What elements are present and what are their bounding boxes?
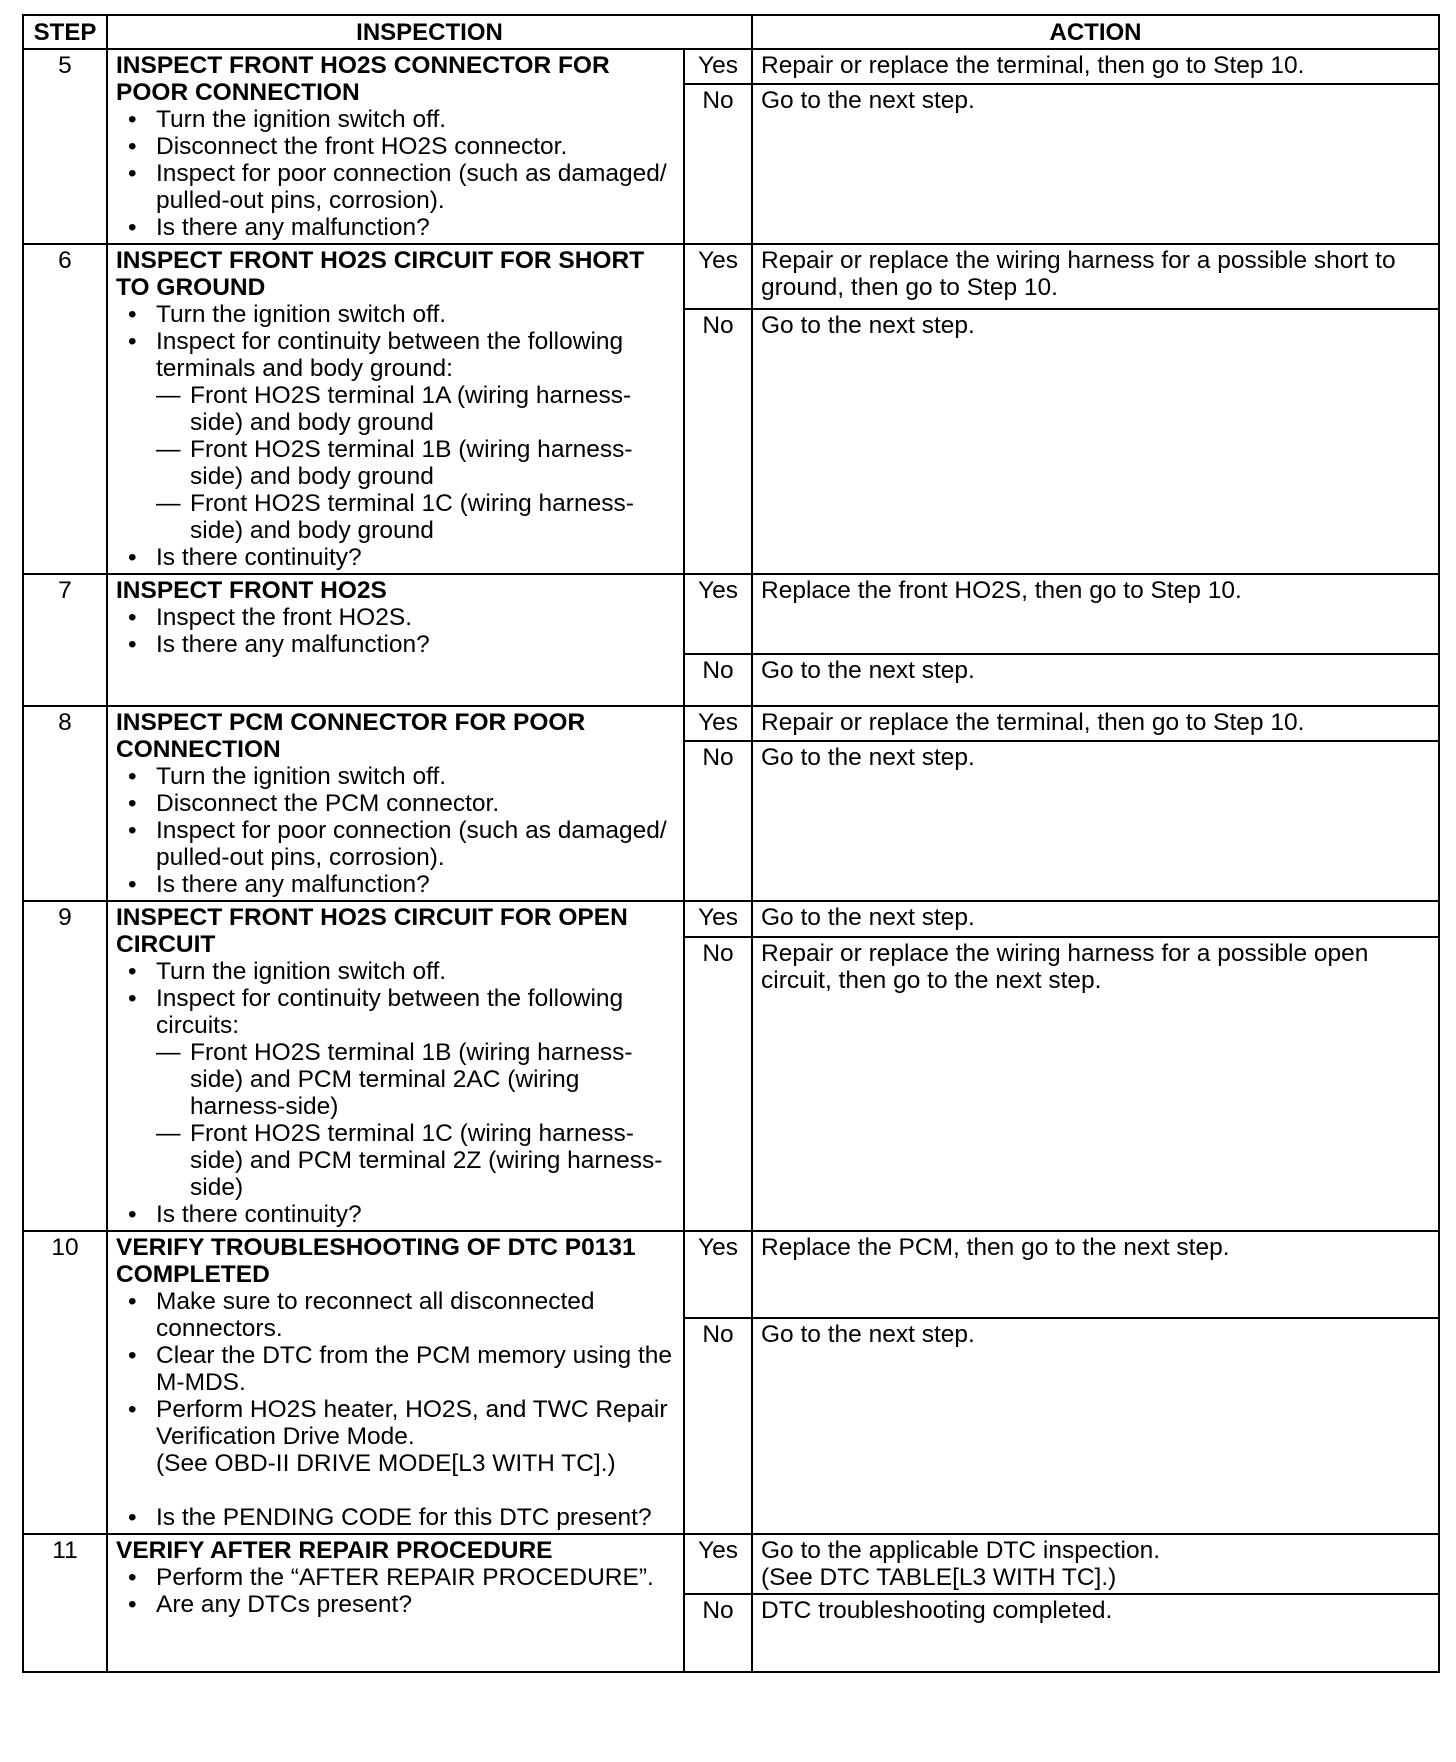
table-row [23, 1534, 1439, 1594]
yes-action-text: Repair or replace the terminal, then go to Step 10. [761, 709, 1305, 736]
header-step: STEP [23, 15, 107, 49]
inspection-list [116, 604, 677, 658]
yes-action [752, 901, 1439, 937]
yes-label: Yes [684, 1534, 752, 1594]
inspection-cell [107, 1534, 684, 1672]
table-row [23, 574, 1439, 654]
troubleshooting-document [22, 14, 1438, 1673]
list-item-text: Clear the DTC from the PCM memory using the M-MDS. [156, 1342, 673, 1396]
list-item [116, 133, 677, 160]
sub-list-item: — Front HO2S terminal 1A (wiring harness-side) and body ground [156, 382, 677, 436]
inspection-cell [107, 706, 684, 901]
no-action: Go to the next step. [752, 84, 1439, 244]
list-item [116, 985, 677, 1201]
yes-action [752, 706, 1439, 741]
yes-label: Yes [684, 901, 752, 937]
inspection-list [116, 958, 677, 1228]
no-label: No [684, 937, 752, 1231]
yes-action [752, 1534, 1439, 1594]
inspection-cell [107, 1231, 684, 1534]
table-body [23, 49, 1439, 1672]
yes-action-text: Go to the next step. [761, 904, 975, 931]
sub-list-item: — Front HO2S terminal 1B (wiring harness-side) and PCM terminal 2AC (wiring harness-side) [156, 1039, 677, 1120]
list-item [116, 1504, 677, 1531]
header-inspection: INSPECTION [107, 15, 752, 49]
list-item-text: Is there any malfunction? [156, 871, 430, 898]
table-row [23, 244, 1439, 309]
list-item-text: Are any DTCs present? [156, 1591, 412, 1618]
list-item-text: Inspect for poor connection (such as damaged/ pulled-out pins, corrosion). [156, 817, 667, 871]
inspection-title: INSPECT FRONT HO2S CONNECTOR FOR POOR CONNECTION [116, 52, 610, 106]
reference-link[interactable]: (See OBD-II DRIVE MODE[L3 WITH TC].) [156, 1450, 616, 1477]
header-action: ACTION [752, 15, 1439, 49]
yes-label: Yes [684, 244, 752, 309]
step-number: 9 [23, 901, 107, 1231]
list-item [116, 1591, 677, 1618]
inspection-cell [107, 574, 684, 706]
yes-action-text: Replace the PCM, then go to the next step. [761, 1234, 1230, 1261]
sub-list-item: — Front HO2S terminal 1C (wiring harness-side) and body ground [156, 490, 677, 544]
step-number: 5 [23, 49, 107, 244]
inspection-list [116, 301, 677, 571]
no-action: Go to the next step. [752, 654, 1439, 706]
step-number: 7 [23, 574, 107, 706]
no-action: Go to the next step. [752, 741, 1439, 901]
list-item-text: Turn the ignition switch off. [156, 958, 447, 985]
list-item [116, 871, 677, 898]
step-number: 11 [23, 1534, 107, 1672]
inspection-title: INSPECT FRONT HO2S [116, 577, 387, 604]
table-row [23, 706, 1439, 741]
no-action: Go to the next step. [752, 1318, 1439, 1534]
list-item-text: Inspect for continuity between the following circuits: [156, 985, 624, 1039]
list-item-text: Turn the ignition switch off. [156, 301, 447, 328]
inspection-title: INSPECT PCM CONNECTOR FOR POOR CONNECTION [116, 709, 586, 763]
step-number: 8 [23, 706, 107, 901]
inspection-list [116, 763, 677, 898]
list-item-text: Perform HO2S heater, HO2S, and TWC Repair Verification Drive Mode. [156, 1396, 668, 1450]
inspection-title: INSPECT FRONT HO2S CIRCUIT FOR SHORT TO GROUND [116, 247, 645, 301]
no-action: Repair or replace the wiring harness for a possible open circuit, then go to the next step. [752, 937, 1439, 1231]
list-item-text: Make sure to reconnect all disconnected connectors. [156, 1288, 595, 1342]
no-label: No [684, 309, 752, 574]
table-row [23, 49, 1439, 84]
list-item [116, 214, 677, 241]
yes-label: Yes [684, 1231, 752, 1318]
list-item-text: Is there any malfunction? [156, 214, 430, 241]
list-item [116, 817, 677, 871]
list-item-text: Inspect the front HO2S. [156, 604, 413, 631]
list-item-text: Is there continuity? [156, 1201, 362, 1228]
list-item [116, 544, 677, 571]
no-label: No [684, 1318, 752, 1534]
list-item-text: Disconnect the PCM connector. [156, 790, 500, 817]
no-label: No [684, 84, 752, 244]
inspection-cell [107, 244, 684, 574]
inspection-list [116, 1564, 677, 1618]
list-item-text: Inspect for poor connection (such as damaged/ pulled-out pins, corrosion). [156, 160, 667, 214]
inspection-cell [107, 901, 684, 1231]
table-row [23, 901, 1439, 937]
list-item-text: Is the PENDING CODE for this DTC present? [156, 1504, 652, 1531]
list-item-text: Is there continuity? [156, 544, 362, 571]
list-item [116, 763, 677, 790]
list-item [116, 1342, 677, 1396]
troubleshooting-table [22, 14, 1440, 1673]
sub-list-item: — Front HO2S terminal 1B (wiring harness-side) and body ground [156, 436, 677, 490]
table-row [23, 1231, 1439, 1318]
list-item [116, 631, 677, 658]
list-item [116, 1564, 677, 1591]
no-label: No [684, 1594, 752, 1672]
list-item [116, 1396, 677, 1477]
sub-list [156, 382, 677, 544]
yes-action [752, 244, 1439, 309]
list-item [116, 1288, 677, 1342]
yes-action [752, 1231, 1439, 1318]
step-number: 10 [23, 1231, 107, 1534]
reference-link[interactable]: (See DTC TABLE[L3 WITH TC].) [761, 1564, 1117, 1591]
yes-action-text: Replace the front HO2S, then go to Step 10. [761, 577, 1242, 604]
list-item [116, 790, 677, 817]
inspection-cell [107, 49, 684, 244]
yes-action [752, 574, 1439, 654]
no-label: No [684, 654, 752, 706]
no-label: No [684, 741, 752, 901]
list-item [116, 604, 677, 631]
list-item-text: Disconnect the front HO2S connector. [156, 133, 568, 160]
step-number: 6 [23, 244, 107, 574]
header-row [23, 15, 1439, 49]
list-item-text: Perform the “AFTER REPAIR PROCEDURE”. [156, 1564, 654, 1591]
yes-label: Yes [684, 706, 752, 741]
sub-list [156, 1039, 677, 1201]
no-action: Go to the next step. [752, 309, 1439, 574]
inspection-title: INSPECT FRONT HO2S CIRCUIT FOR OPEN CIRCUIT [116, 904, 628, 958]
sub-list-item: — Front HO2S terminal 1C (wiring harness-side) and PCM terminal 2Z (wiring harness-side) [156, 1120, 677, 1201]
list-item [116, 1201, 677, 1228]
list-item [116, 958, 677, 985]
list-item-text: Turn the ignition switch off. [156, 763, 447, 790]
list-item [116, 328, 677, 544]
list-item [116, 106, 677, 133]
list-item-text: Turn the ignition switch off. [156, 106, 447, 133]
inspection-title: VERIFY TROUBLESHOOTING OF DTC P0131 COMPLETED [116, 1234, 636, 1288]
inspection-list [116, 1288, 677, 1531]
list-item [116, 301, 677, 328]
inspection-title: VERIFY AFTER REPAIR PROCEDURE [116, 1537, 553, 1564]
yes-action [752, 49, 1439, 84]
yes-label: Yes [684, 49, 752, 84]
inspection-list [116, 106, 677, 241]
no-action: DTC troubleshooting completed. [752, 1594, 1439, 1672]
yes-action-text: Go to the applicable DTC inspection. [761, 1537, 1161, 1564]
yes-label: Yes [684, 574, 752, 654]
yes-action-text: Repair or replace the terminal, then go to Step 10. [761, 52, 1305, 79]
list-item [116, 160, 677, 214]
list-item-text: Is there any malfunction? [156, 631, 430, 658]
yes-action-text: Repair or replace the wiring harness for a possible short to ground, then go to Step 10. [761, 247, 1396, 301]
list-item-text: Inspect for continuity between the following terminals and body ground: [156, 328, 624, 382]
